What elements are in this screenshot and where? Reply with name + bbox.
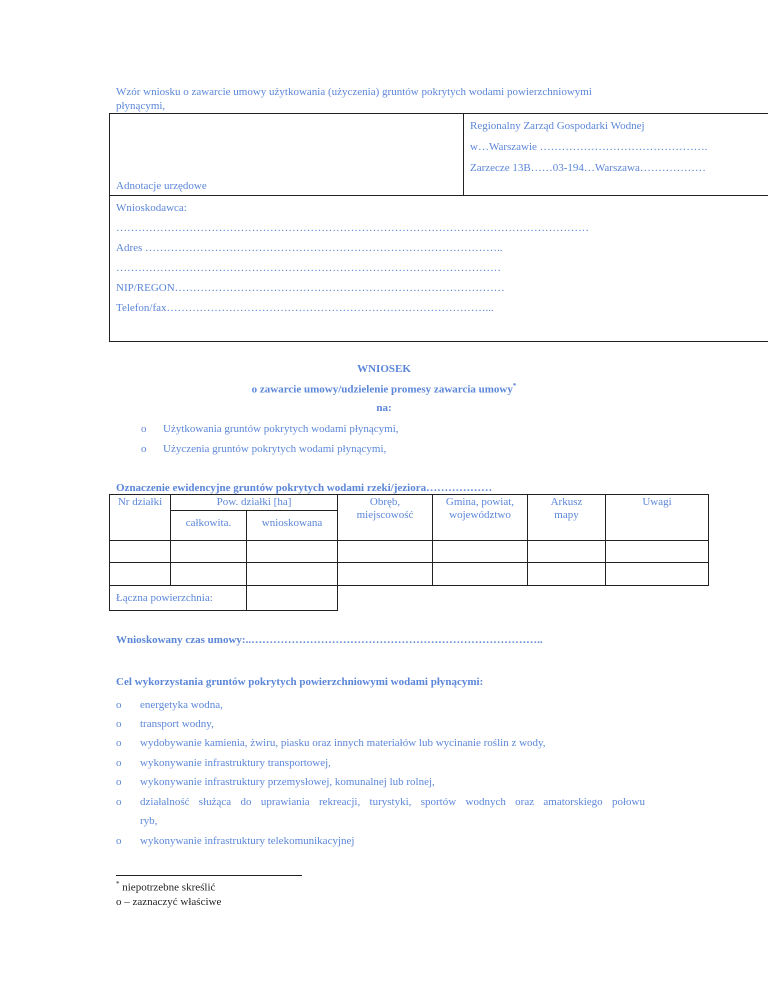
footnote-mark: *: [512, 382, 517, 390]
addressee-line3: Zarzecze 13B……03-194…Warszawa………………: [470, 162, 706, 174]
purpose-item: wykonywanie infrastruktury transportowej,: [140, 757, 331, 769]
col-header-municipality: Gmina, powiat, województwo: [445, 496, 515, 521]
request-subtitle: [0, 382, 768, 396]
footnote-2: o – zaznaczyć właściwe: [116, 896, 222, 908]
purpose-bullet[interactable]: o: [116, 796, 122, 808]
purpose-bullet[interactable]: o: [116, 776, 122, 788]
applicant-nip-field[interactable]: NIP/REGON………………………………………………………………………………: [116, 282, 505, 294]
col-header-notes: Uwagi: [642, 496, 672, 508]
purpose-item: wykonywanie infrastruktury przemysłowej, komunalnej lub rolnej,: [140, 776, 435, 788]
box-left-border: [109, 113, 110, 342]
purpose-bullet[interactable]: o: [116, 757, 122, 769]
addressee-line2: w…Warszawie ……………………………………….: [470, 141, 708, 153]
addressee-divider: [463, 113, 464, 196]
col-header-precinct: Obręb, miejscowość: [356, 496, 414, 521]
box-bottom-border: [109, 341, 768, 342]
purpose-bullet[interactable]: o: [116, 699, 122, 711]
purpose-bullet[interactable]: o: [116, 737, 122, 749]
footnote-1-mark: *: [116, 880, 120, 888]
purpose-bullet[interactable]: o: [116, 718, 122, 730]
contract-duration-field[interactable]: [116, 634, 543, 646]
purpose-item: energetyka wodna,: [140, 699, 223, 711]
purpose-bullet[interactable]: o: [116, 835, 122, 847]
purpose-item: wykonywanie infrastruktury telekomunikacyjnej: [140, 835, 355, 847]
col-header-map-sheet: Arkusz mapy: [550, 496, 583, 521]
applicant-divider: [109, 195, 768, 196]
form-title-line2: płynącymi,: [116, 100, 166, 112]
col-header-area-total: całkowita.: [185, 517, 232, 529]
addressee-line1: Regionalny Zarząd Gospodarki Wodnej: [470, 120, 645, 132]
applicant-name-field[interactable]: …………………………………………………………………………………………………………………: [116, 222, 589, 234]
request-heading: WNIOSEK: [357, 363, 411, 375]
form-title-line1: Wzór wniosku o zawarcie umowy użytkowania (użyczenia) gruntów pokrytych wodami powierzchniowymi: [116, 86, 592, 98]
col-header-area: Pow. działki [ha]: [216, 496, 292, 508]
applicant-phone-field[interactable]: Telefon/fax……………………………………………………………………………...: [116, 302, 494, 314]
contract-duration-label: Wnioskowany czas umowy:..……………………………………………………………………..: [116, 634, 543, 646]
applicant-address-field[interactable]: Adres ……………………………………………………………………………………..: [116, 242, 503, 254]
option-usage-label: Użytkowania gruntów pokrytych wodami płynącymi,: [163, 423, 399, 435]
footnote-1: [116, 880, 215, 894]
purpose-item: działalność służąca do uprawiania rekreacji, turystyki, sportów wodnych oraz amatorskiego połowu: [140, 796, 645, 808]
applicant-address-field-2[interactable]: ……………………………………………………………………………………………: [116, 262, 501, 274]
option-lending-label: Użyczenia gruntów pokrytych wodami płynącymi,: [163, 443, 387, 455]
request-subtitle-text: o zawarcie umowy/udzielenie promesy zawarcia umowy: [251, 383, 513, 396]
col-header-parcel-number: Nr działki: [117, 496, 163, 508]
request-on-label: na:: [376, 402, 392, 414]
purpose-title: Cel wykorzystania gruntów pokrytych powierzchniowymi wodami płynącymi:: [116, 676, 484, 688]
applicant-label: Wnioskodawca:: [116, 202, 187, 214]
purpose-item: transport wodny,: [140, 718, 214, 730]
option-bullet[interactable]: o: [141, 443, 147, 455]
total-area-label: Łączna powierzchnia:: [116, 592, 213, 604]
option-bullet[interactable]: o: [141, 423, 147, 435]
col-header-area-requested: wnioskowana: [261, 517, 323, 529]
footnote-1-text: niepotrzebne skreślić: [119, 881, 216, 894]
box-top-border: [109, 113, 768, 114]
land-section-title: Oznaczenie ewidencyjne gruntów pokrytych wodami rzeki/jeziora………………: [116, 482, 493, 494]
purpose-item-continuation: ryb,: [140, 815, 158, 827]
purpose-item: wydobywanie kamienia, żwiru, piasku oraz innych materiałów lub wycinanie roślin z wody,: [140, 737, 546, 749]
footnote-separator: [116, 875, 302, 876]
official-notes-label: Adnotacje urzędowe: [116, 180, 207, 192]
